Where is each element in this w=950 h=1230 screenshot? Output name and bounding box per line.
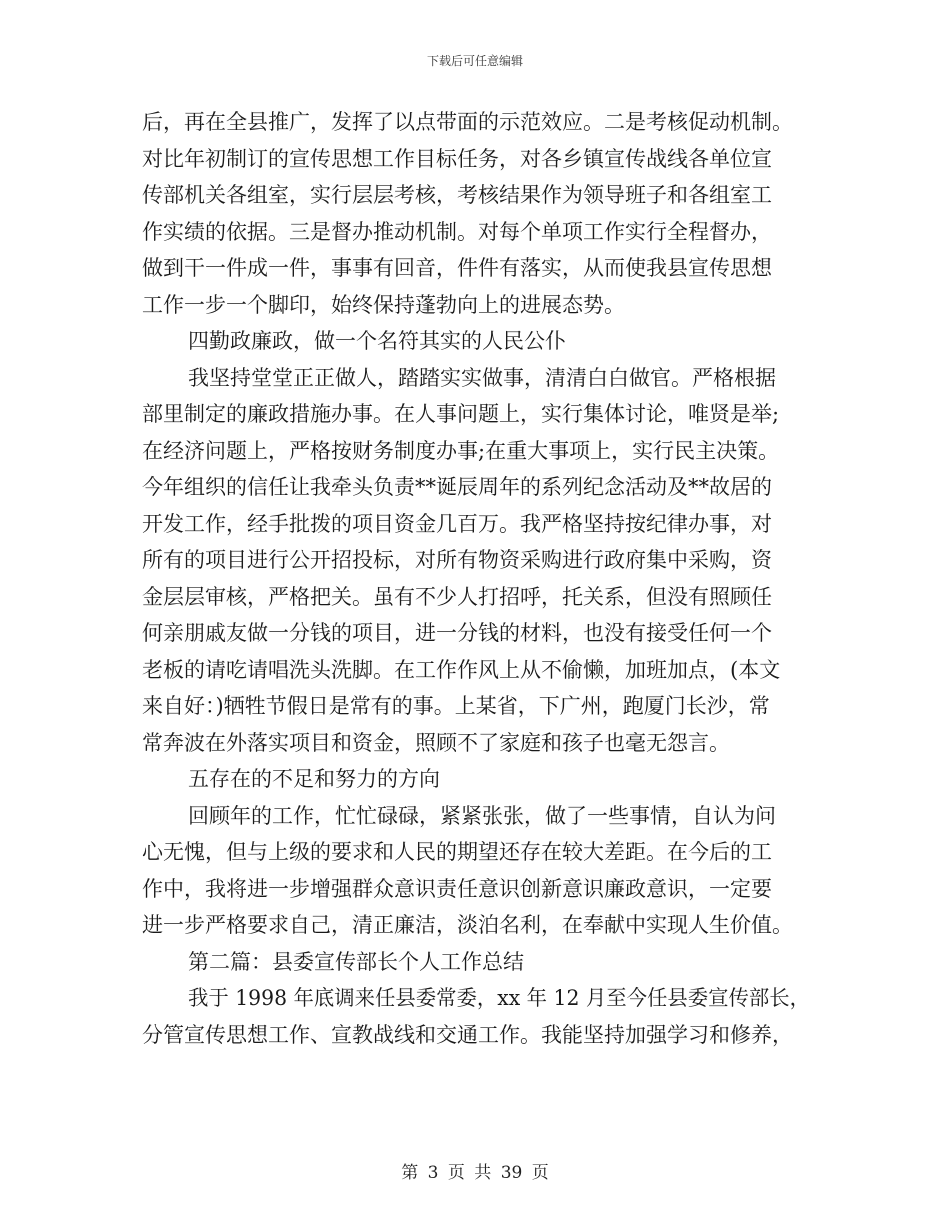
text-line: 工作一步一个脚印，始终保持蓬勃向上的进展态势。 <box>142 292 625 317</box>
text-line: 所有的项目进行公开招投标，对所有物资采购进行政府集中采购，资 <box>142 548 772 572</box>
document-body <box>142 104 810 1053</box>
text-line: 作中，我将进一步增强群众意识责任意识创新意识廉政意识，一定要 <box>142 876 772 901</box>
text-line: 回顾年的工作，忙忙碌碌，紧紧张张，做了一些事情，自认为问 <box>188 803 776 828</box>
text-line: 我坚持堂堂正正做人，踏踏实实做事，清清白白做官。严格根据 <box>188 365 776 390</box>
text-line: 四勤政廉政，做一个名符其实的人民公仆 <box>188 329 566 353</box>
text-line: 进一步严格要求自己，清正廉洁，淡泊名利，在奉献中实现人生价值。 <box>142 913 793 937</box>
text-line: 何亲朋戚友做一分钱的项目，进一分钱的材料，也没有接受任何一个 <box>142 621 772 645</box>
text-line: 后，再在全县推广，发挥了以点带面的示范效应。二是考核促动机制。 <box>142 110 793 134</box>
text-line: 来自好：)牺牲节假日是常有的事。上某省，下广州，跑厦门长沙，常 <box>142 694 770 718</box>
text-line: 今年组织的信任让我牵头负责**诞辰周年的系列纪念活动及**故居的 <box>142 475 772 499</box>
text-line: 老板的请吃请唱洗头洗脚。在工作作风上从不偷懒，加班加点，(本文 <box>142 657 781 682</box>
page-number: 第 3 页 共 39 页 <box>401 1163 549 1183</box>
text-line: 心无愧，但与上级的要求和人民的期望还存在较大差距。在今后的工 <box>142 840 772 864</box>
text-line: 部里制定的廉政措施办事。在人事问题上，实行集体讨论，唯贤是举; <box>142 402 780 426</box>
text-line: 传部机关各组室，实行层层考核，考核结果作为领导班子和各组室工 <box>142 183 772 207</box>
page-header: 下载后可任意编辑 <box>426 54 523 68</box>
text-line: 金层层审核，严格把关。虽有不少人打招呼，托关系，但没有照顾任 <box>142 584 772 609</box>
text-line: 分管宣传思想工作、宣教战线和交通工作。我能坚持加强学习和修养， <box>142 1022 793 1047</box>
text-line: 我于 1998 年底调来任县委常委，xx 年 12 月至今任县委宣传部长， <box>188 986 810 1010</box>
text-line: 作实绩的依据。三是督办推动机制。对每个单项工作实行全程督办， <box>142 219 772 244</box>
text-line: 常奔波在外落实项目和资金，照顾不了家庭和孩子也毫无怨言。 <box>142 730 730 755</box>
text-line: 五存在的不足和努力的方向 <box>188 767 440 791</box>
text-line: 在经济问题上，严格按财务制度办事;在重大事项上，实行民主决策。 <box>142 438 780 463</box>
text-line: 做到干一件成一件，事事有回音，件件有落实，从而使我县宣传思想 <box>142 256 772 280</box>
text-line: 开发工作，经手批拨的项目资金几百万。我严格坚持按纪律办事，对 <box>142 511 772 536</box>
text-line: 第二篇：县委宣传部长个人工作总结 <box>188 949 524 974</box>
text-line: 对比年初制订的宣传思想工作目标任务，对各乡镇宣传战线各单位宣 <box>142 146 772 171</box>
